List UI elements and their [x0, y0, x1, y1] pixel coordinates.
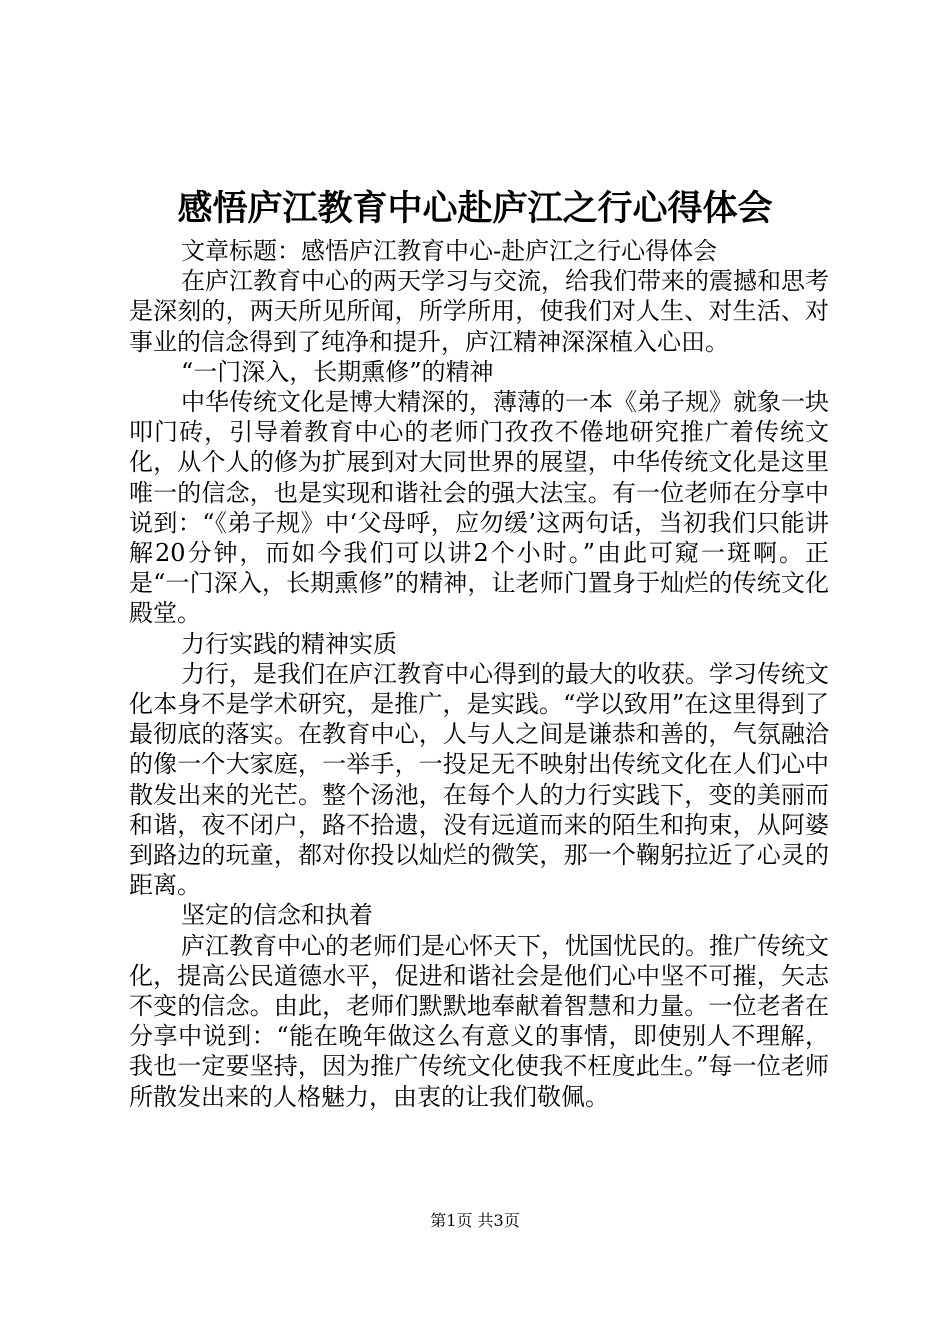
section-heading: 力行实践的精神实质 [181, 629, 397, 658]
document-title: 感悟庐江教育中心赴庐江之行心得体会 [177, 188, 773, 229]
document-body [129, 236, 829, 1112]
body-paragraph: 中华传统文化是博大精深的，薄薄的一本《弟子规》就象一块叩门砖，引导着教育中心的老师门孜孜不倦地研究推广着传统文化，从个人的修为扩展到对大同世界的展望，中华传统文化是这里唯一的信念，也是实现和谐社会的强大法宝。有一位老师在分享中说到：“《弟子规》中‘父母呼，应勿缓’这两句话，当初我们只能讲解20分钟，而如今我们可以讲2个小时。”由此可窥一斑啊。正是“一门深入，长期熏修”的精神，让老师门置身于灿烂的传统文化殿堂。 [129, 388, 829, 628]
section-heading: “一门深入，长期熏修”的精神 [181, 357, 494, 386]
section-heading: 坚定的信念和执着 [181, 901, 373, 930]
body-paragraph: 在庐江教育中心的两天学习与交流，给我们带来的震撼和思考是深刻的，两天所见所闻，所学所用，使我们对人生、对生活、对事业的信念得到了纯净和提升，庐江精神深深植入心田。 [129, 267, 829, 356]
article-title-line: 文章标题：感悟庐江教育中心-赴庐江之行心得体会 [181, 237, 718, 265]
body-paragraph: 力行，是我们在庐江教育中心得到的最大的收获。学习传统文化本身不是学术研究，是推广，是实践。“学以致用”在这里得到了最彻底的落实。在教育中心，人与人之间是谦恭和善的，气氛融洽的像一个大家庭，一举手，一投足无不映射出传统文化在人们心中散发出来的光芒。整个汤池，在每个人的力行实践下，变的美丽而和谐，夜不闭户，路不拾遗，没有远道而来的陌生和拘束，从阿婆到路边的玩童，都对你投以灿烂的微笑，那一个鞠躬拉近了心灵的距离。 [129, 659, 829, 900]
page-footer: 第1页 共3页 [430, 1211, 520, 1230]
body-paragraph: 庐江教育中心的老师们是心怀天下，忧国忧民的。推广传统文化，提高公民道德水平，促进和谐社会是他们心中坚不可摧，矢志不变的信念。由此，老师们默默地奉献着智慧和力量。一位老者在分享中说到：“能在晚年做这么有意义的事情，即使别人不理解，我也一定要坚持，因为推广传统文化使我不枉度此生。”每一位老师所散发出来的人格魅力，由衷的让我们敬佩。 [129, 931, 829, 1111]
